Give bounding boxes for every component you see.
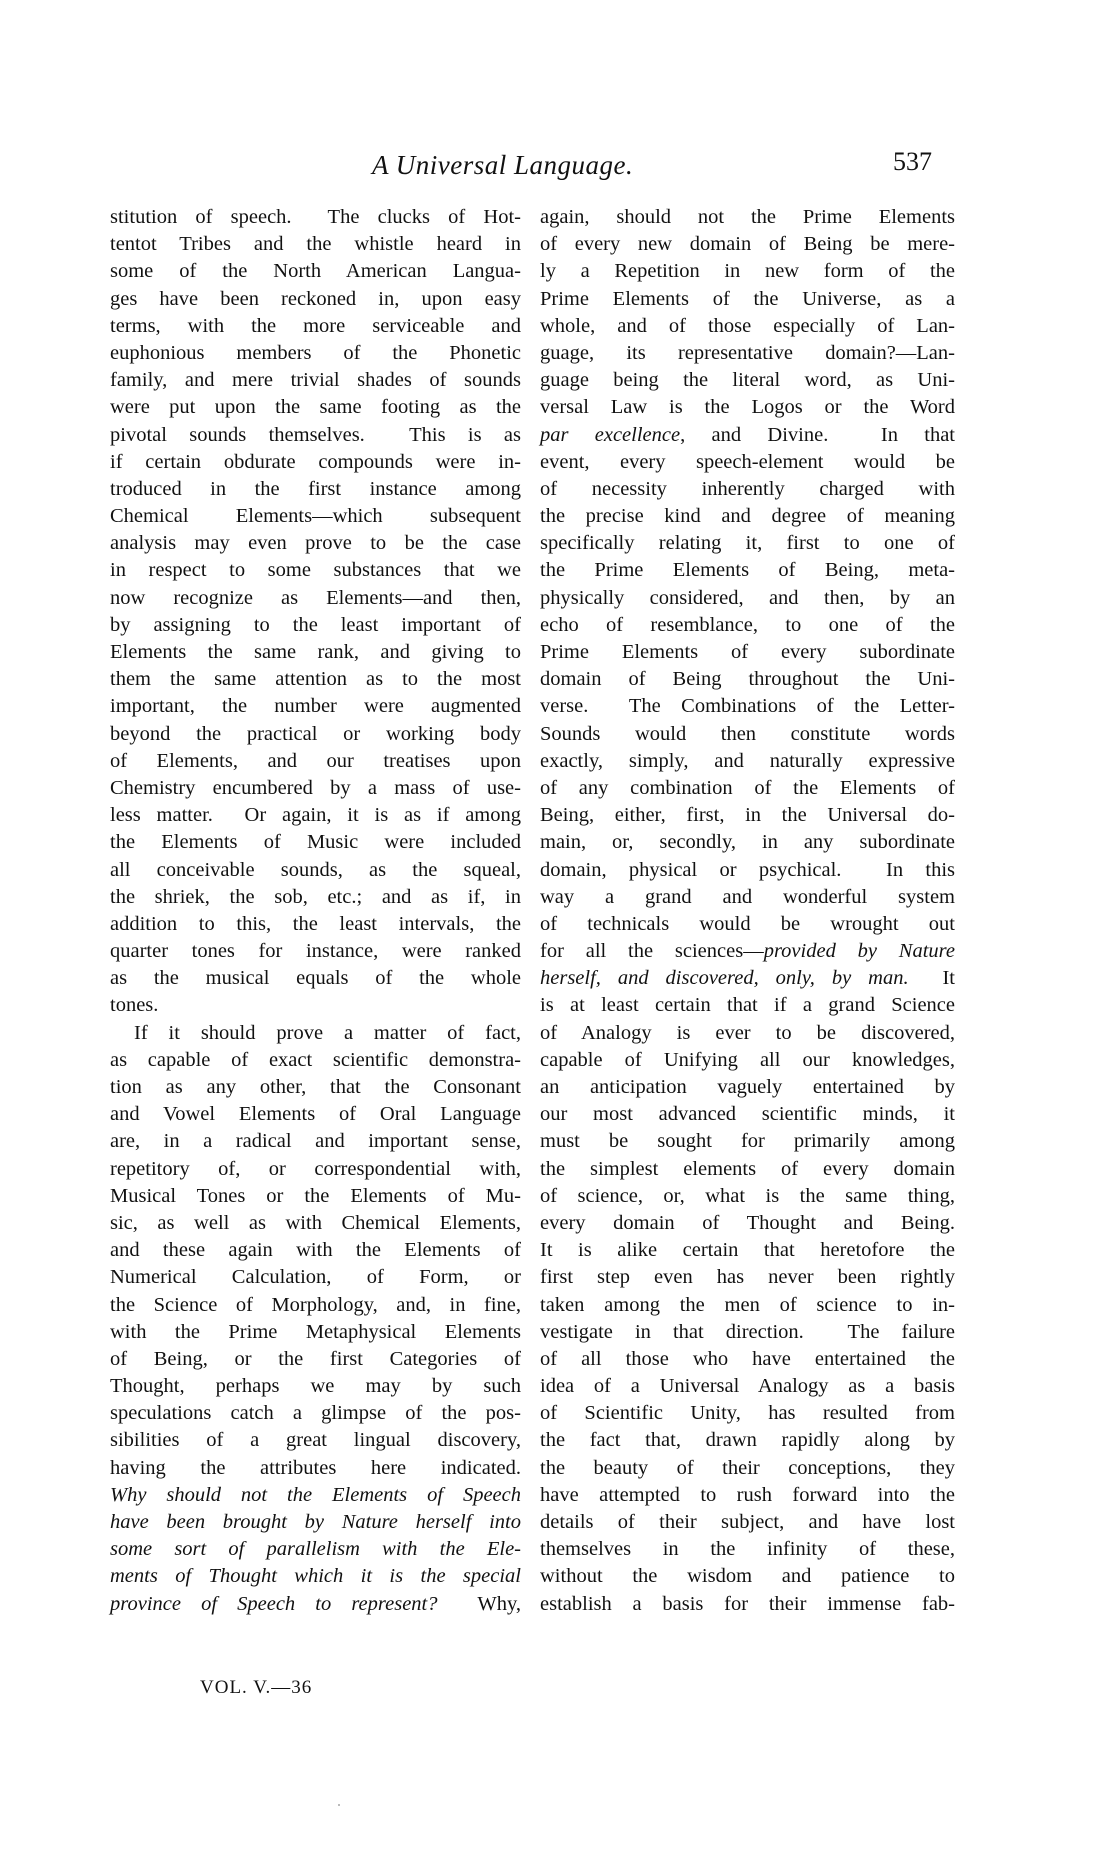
line-text: specifically relating it, first to one of [540,532,955,555]
line-text: of all those who have entertained the [540,1347,955,1370]
text-line [110,639,521,666]
line-text: versal Law is the Logos or the Word [540,396,955,419]
line-text: of Analogy is ever to be discovered, [540,1021,955,1044]
line-text: our most advanced scientific minds, it [540,1103,955,1126]
text-line [110,1319,521,1346]
text-line [540,1591,955,1618]
text-line [540,802,955,829]
text-line [110,394,521,421]
text-line [110,530,521,557]
text-line [540,1400,955,1427]
text-line [110,1047,521,1074]
line-text: whole, and of those especially of Lan- [540,314,955,337]
text-line [540,1183,955,1210]
text-line [540,476,955,503]
line-text: Musical Tones or the Elements of Mu- [110,1184,521,1207]
text-line [110,857,521,884]
text-line [110,1373,521,1400]
text-line [110,1183,521,1210]
text-line [110,965,521,992]
line-text: all conceivable sounds, as the squeal, [110,858,521,881]
text-line [110,585,521,612]
italic-text: Why should not the Elements of Speech [110,1483,521,1506]
text-line [540,231,955,258]
line-text: tentot Tribes and the whistle heard in [110,233,521,256]
text-line [110,476,521,503]
italic-text: some sort of parallelism with the Ele- [110,1538,521,1561]
text-line [110,775,521,802]
text-line [110,422,521,449]
text-line [540,1563,955,1590]
text-line [110,693,521,720]
line-text: analysis may even prove to be the case [110,532,521,555]
text-line [540,394,955,421]
text-line [110,557,521,584]
line-text: If it should prove a matter of fact, [134,1021,521,1044]
line-text: Prime Elements of every subordinate [540,641,955,663]
italic-text: par excellence [540,423,681,446]
text-line [540,204,955,231]
text-line [540,286,955,313]
line-text: without the wisdom and patience to [540,1565,955,1588]
text-line [540,449,955,476]
line-text: having the attributes here indicated. [110,1456,521,1479]
text-line [540,503,955,530]
text-line [110,367,521,394]
line-text: taken among the men of science to in- [540,1293,955,1316]
line-text: of necessity inherently charged with [540,477,955,500]
text-line [110,503,521,530]
italic-text: provided by Nature [763,940,955,963]
line-text: again, should not the Prime Elements [540,206,955,228]
text-line [540,1482,955,1509]
line-text: every domain of Thought and Being. [540,1211,955,1234]
italic-text: have been brought by Nature herself into [110,1511,521,1533]
line-text: pivotal sounds themselves. This is as [110,423,521,446]
line-text: the Prime Elements of Being, meta- [540,559,955,582]
text-line [110,1156,521,1183]
line-text: the shriek, the sob, etc.; and as if, in [110,885,521,908]
line-text: event, every speech-element would be [540,450,955,473]
text-line [540,1210,955,1237]
roman-text: for all the sciences— [540,940,764,963]
line-text: quarter tones for instance, were ranked [110,940,521,963]
text-line [110,748,521,775]
line-text: less matter. Or again, it is as if among [110,804,521,827]
roman-text: It [908,967,955,990]
line-text: the Science of Morphology, and, in fine, [110,1293,521,1316]
line-text: of science, or, what is the same thing, [540,1184,955,1207]
line-text: were put upon the same footing as the [110,396,521,419]
text-line [110,1509,521,1536]
running-head [0,147,1096,190]
line-text: is at least certain that if a grand Science [540,994,955,1017]
line-text: and Vowel Elements of Oral Language [110,1103,521,1126]
line-text: some of the North American Langua- [110,260,521,283]
roman-text: , and Divine. In that [680,423,956,446]
line-text: vestigate in that direction. The failure [540,1320,955,1343]
text-line [110,231,521,258]
line-text: speculations catch a glimpse of the pos- [110,1402,521,1425]
text-line [540,992,955,1019]
left-text-column [110,204,521,1618]
text-line [540,1156,955,1183]
line-text: and these again with the Elements of [110,1239,521,1262]
text-line [540,1020,955,1047]
line-text: an anticipation vaguely entertained by [540,1076,955,1098]
italic-text: ments of Thought which it is the special [110,1565,521,1588]
text-line [540,1536,955,1563]
text-line [540,829,955,856]
line-text: establish a basis for their immense fab- [540,1592,955,1615]
text-line [540,693,955,720]
text-line [110,829,521,856]
line-text: repetitory of, or correspondential with, [110,1157,521,1180]
line-text: physically considered, and then, by an [540,586,955,609]
line-text: of Scientific Unity, has resulted from [540,1402,955,1425]
text-line [540,1509,955,1536]
text-line [110,1237,521,1264]
signature-mark: VOL. V.—36 [200,1677,313,1698]
text-line [540,775,955,802]
line-text: are, in a radical and important sense, [110,1130,521,1153]
line-text: themselves in the infinity of these, [540,1538,955,1561]
line-text: Elements the same rank, and giving to [110,641,521,663]
text-line [110,1591,521,1618]
line-text: main, or, secondly, in any subordinate [540,831,955,854]
text-line [540,1373,955,1400]
line-text: domain of Being throughout the Uni- [540,668,955,691]
line-text: family, and mere trivial shades of sounds [110,369,521,392]
text-line [110,1128,521,1155]
text-line [110,1101,521,1128]
text-line [110,1346,521,1373]
text-line [110,1455,521,1482]
text-line [540,748,955,775]
text-line [540,857,955,884]
line-text: the fact that, drawn rapidly along by [540,1429,955,1452]
line-text: Chemistry encumbered by a mass of use- [110,776,521,799]
line-text: verse. The Combinations of the Letter- [540,695,955,718]
line-text: sibilities of a great lingual discovery, [110,1429,521,1452]
text-line [110,1400,521,1427]
running-title: A Universal Language. [372,150,634,180]
line-text: Chemical Elements—which subsequent [110,505,521,528]
text-line [110,258,521,285]
line-text: the beauty of their conceptions, they [540,1456,955,1479]
line-text: important, the number were augmented [110,695,521,718]
text-line [110,1264,521,1291]
roman-text: Why, [437,1592,521,1615]
line-text: of Elements, and our treatises upon [110,749,521,772]
line-text: must be sought for primarily among [540,1130,955,1153]
text-line [110,938,521,965]
line-text: the precise kind and degree of meaning [540,505,955,528]
text-line [540,1237,955,1264]
line-text: ges have been reckoned in, upon easy [110,287,521,310]
italic-text: province of Speech to represent? [110,1592,438,1615]
text-line [540,911,955,938]
line-text: Sounds would then constitute words [540,722,955,745]
text-line [110,612,521,639]
text-line [540,1128,955,1155]
text-line [110,204,521,231]
text-line [540,721,955,748]
line-text: idea of a Universal Analogy as a basis [540,1375,955,1398]
line-text: Thought, perhaps we may by such [110,1375,521,1398]
text-line [110,721,521,748]
text-line [540,313,955,340]
line-text: of any combination of the Elements of [540,776,955,799]
line-text: troduced in the first instance among [110,477,521,500]
text-line [110,313,521,340]
line-text: ly a Repetition in new form of the [540,260,955,283]
line-text: Being, either, first, in the Universal do- [540,804,955,827]
line-text: as the musical equals of the whole [110,967,521,990]
italic-text: herself, and discovered, only, by man. [540,967,909,990]
text-line [540,965,955,992]
line-text: of every new domain of Being be mere- [540,233,955,256]
text-line [540,530,955,557]
line-text: of Being, or the first Categories of [110,1347,521,1370]
text-line [110,1482,521,1509]
text-line [540,1264,955,1291]
text-line [110,340,521,367]
text-line [110,1427,521,1454]
paper-speck [338,1804,340,1806]
text-line [540,666,955,693]
text-line [540,1047,955,1074]
line-text: of technicals would be wrought out [540,912,955,935]
text-line [540,340,955,367]
text-line [540,612,955,639]
line-text: by assigning to the least important of [110,613,521,636]
line-text: as capable of exact scientific demonstra- [110,1048,521,1071]
text-line [540,258,955,285]
right-text-column [540,204,955,1618]
line-text: capable of Unifying all our knowledges, [540,1048,955,1071]
text-line [110,911,521,938]
line-text: guage, its representative domain?—Lan- [540,341,955,364]
text-line [110,1292,521,1319]
line-text: way a grand and wonderful system [540,885,955,908]
text-line [540,422,955,449]
text-line [110,1020,521,1047]
page-number: 537 [893,147,932,176]
text-line [110,992,521,1019]
line-text: first step even has never been rightly [540,1266,955,1289]
line-text: the simplest elements of every domain [540,1157,955,1180]
line-text: them the same attention as to the most [110,668,521,691]
line-text: tones. [110,994,159,1017]
line-text: with the Prime Metaphysical Elements [110,1320,521,1343]
text-line [540,1346,955,1373]
line-text: have attempted to rush forward into the [540,1483,955,1506]
line-text: if certain obdurate compounds were in- [110,450,521,473]
text-line [540,585,955,612]
text-line [110,1563,521,1590]
text-line [110,1536,521,1563]
text-line [540,1427,955,1454]
line-text: guage being the literal word, as Uni- [540,369,955,392]
text-line [540,1455,955,1482]
text-line [540,367,955,394]
text-line [540,1074,955,1101]
text-line [110,286,521,313]
text-line [540,1319,955,1346]
line-text: terms, with the more serviceable and [110,314,521,337]
text-line [110,449,521,476]
text-line [110,802,521,829]
line-text: It is alike certain that heretofore the [540,1239,955,1262]
line-text: echo of resemblance, to one of the [540,613,955,636]
line-text: addition to this, the least intervals, the [110,912,521,935]
line-text: in respect to some substances that we [110,559,521,582]
line-text: tion as any other, that the Consonant [110,1076,521,1098]
text-line [110,1210,521,1237]
line-text: exactly, simply, and naturally expressive [540,749,955,772]
line-text: the Elements of Music were included [110,831,521,854]
text-line [110,666,521,693]
text-line [540,1292,955,1319]
line-text: beyond the practical or working body [110,722,521,745]
text-line [540,557,955,584]
line-text: Numerical Calculation, of Form, or [110,1266,521,1289]
text-line [540,938,955,965]
text-line [540,1101,955,1128]
line-text: euphonious members of the Phonetic [110,341,521,364]
line-text: now recognize as Elements—and then, [110,586,521,609]
line-text: details of their subject, and have lost [540,1511,955,1533]
line-text: Prime Elements of the Universe, as a [540,287,955,310]
text-line [110,884,521,911]
text-line [540,884,955,911]
text-line [540,639,955,666]
line-text: sic, as well as with Chemical Elements, [110,1211,521,1234]
text-line [110,1074,521,1101]
line-text: stitution of speech. The clucks of Hot- [110,206,521,228]
line-text: domain, physical or psychical. In this [540,858,955,881]
